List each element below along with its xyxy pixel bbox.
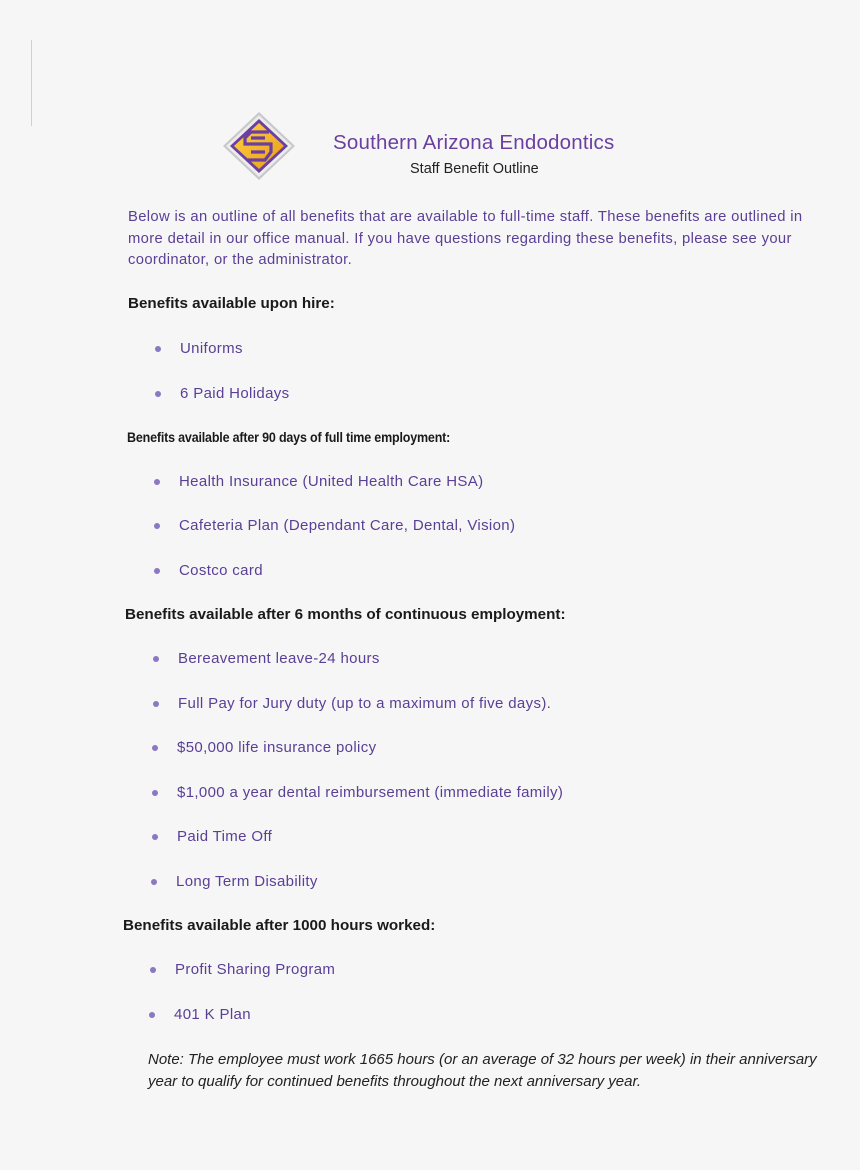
section-heading-90-days: Benefits available after 90 days of full time employment:	[127, 430, 451, 445]
list-item-text: Long Term Disability	[176, 873, 318, 890]
list-item-text: Uniforms	[180, 340, 243, 357]
list-item-text: 401 K Plan	[174, 1006, 251, 1023]
section-heading-1000-hours: Benefits available after 1000 hours worked:	[123, 917, 436, 934]
list-item-text: Cafeteria Plan (Dependant Care, Dental, Vision)	[179, 517, 516, 534]
bullet-icon	[152, 834, 158, 840]
section-heading-6-months: Benefits available after 6 months of continuous employment:	[125, 606, 566, 623]
bullet-icon	[151, 879, 157, 885]
bullet-icon	[154, 479, 160, 485]
bullet-icon	[152, 745, 158, 751]
margin-line	[31, 40, 32, 126]
bullet-icon	[153, 656, 159, 662]
company-logo	[221, 110, 297, 182]
list-item-text: Bereavement leave-24 hours	[178, 650, 380, 667]
bullet-icon	[154, 523, 160, 529]
list-item-text: Health Insurance (United Health Care HSA)	[179, 473, 484, 490]
list-item-text: 6 Paid Holidays	[180, 385, 290, 402]
bullet-icon	[155, 391, 161, 397]
bullet-icon	[150, 967, 156, 973]
bullet-icon	[154, 568, 160, 574]
intro-paragraph: Below is an outline of all benefits that are available to full-time staff. These benefits are outlined in more detail in our office manual. If you have questions regarding these benefits, please see your coordinator, or the administrator.	[128, 209, 803, 268]
bullet-icon	[155, 346, 161, 352]
eligibility-note: Note: The employee must work 1665 hours (or an average of 32 hours per week) in their anniversary year to qualify for continued benefits throughout the next anniversary year.	[148, 1051, 817, 1090]
bullet-icon	[149, 1012, 155, 1018]
company-name: Southern Arizona Endodontics	[333, 131, 615, 154]
list-item-text: Costco card	[179, 562, 263, 579]
document-subtitle: Staff Benefit Outline	[410, 161, 539, 177]
list-item-text: $1,000 a year dental reimbursement (immediate family)	[177, 784, 564, 801]
list-item-text: Profit Sharing Program	[175, 961, 336, 978]
bullet-icon	[153, 701, 159, 707]
section-heading-upon-hire: Benefits available upon hire:	[128, 295, 335, 312]
list-item-text: Full Pay for Jury duty (up to a maximum of five days).	[178, 695, 552, 712]
list-item-text: Paid Time Off	[177, 828, 273, 845]
bullet-icon	[152, 790, 158, 796]
list-item-text: $50,000 life insurance policy	[177, 739, 377, 756]
